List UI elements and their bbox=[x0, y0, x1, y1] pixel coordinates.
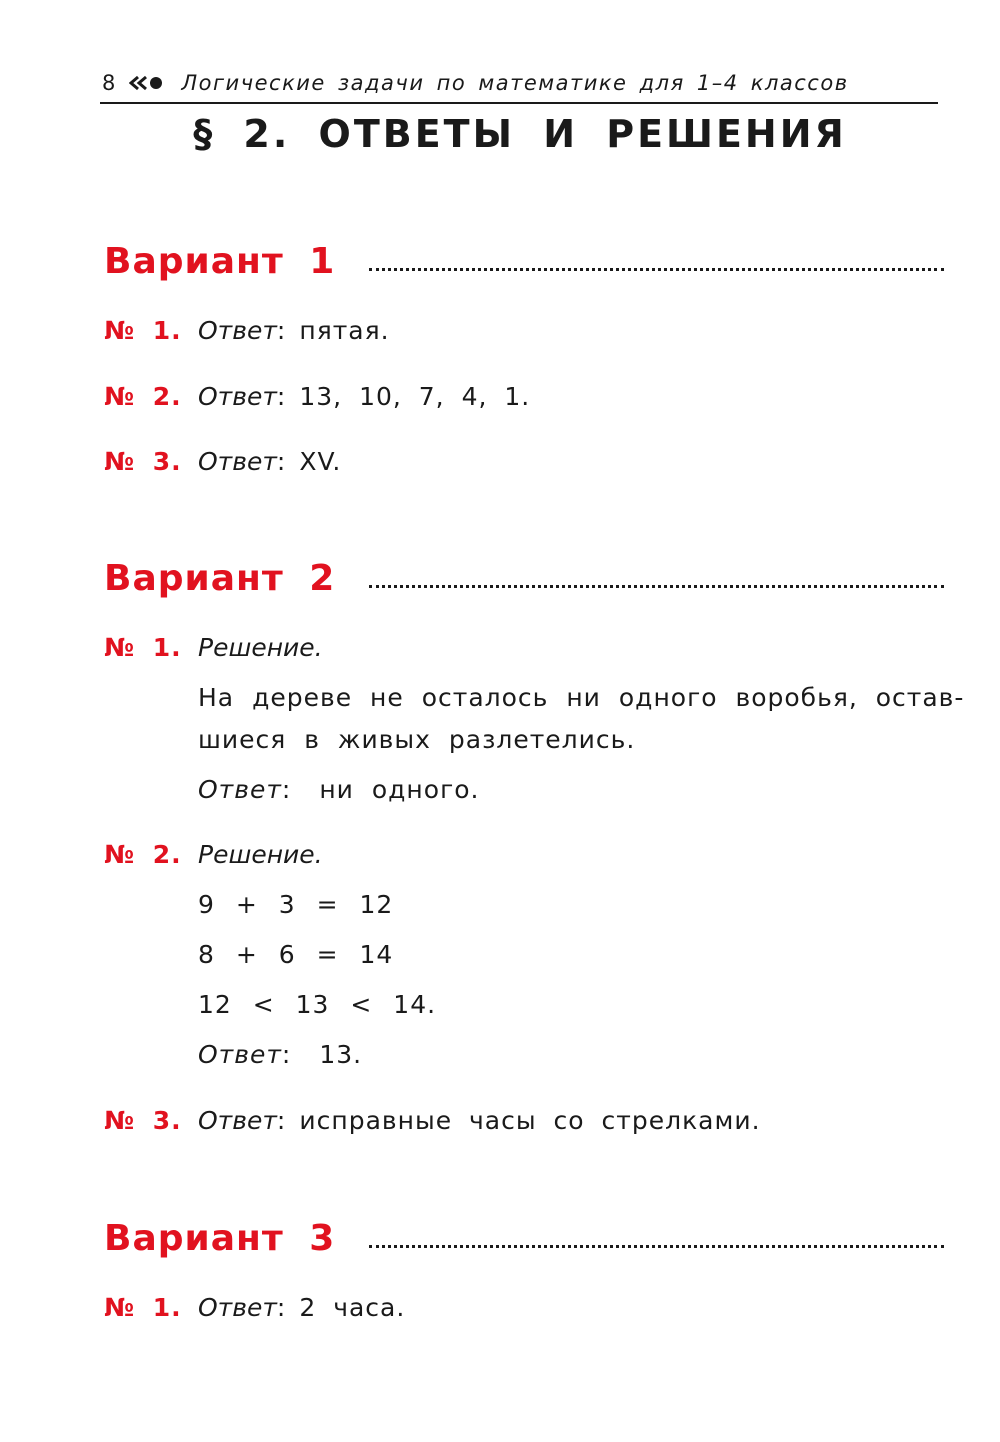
double-chevron-circle-icon bbox=[129, 75, 165, 91]
answer-label: Ответ bbox=[198, 1106, 277, 1135]
answer-text: 13. bbox=[319, 1040, 363, 1069]
item-number: № 3. bbox=[104, 447, 182, 476]
item-number: № 2. bbox=[104, 840, 182, 869]
dotted-leader bbox=[369, 1245, 944, 1248]
answer-item: № 1. Ответ : 2 часа. bbox=[104, 1293, 406, 1322]
answer-text: ни одного. bbox=[319, 775, 480, 804]
variant-heading-1 bbox=[104, 232, 944, 282]
solution-text-line: На дереве не осталось ни одного воробья, остав- bbox=[198, 683, 965, 712]
solution-label: Решение. bbox=[198, 633, 323, 662]
dotted-leader bbox=[369, 585, 944, 588]
answer-item: № 3. Ответ : исправные часы со стрелками. bbox=[104, 1106, 761, 1135]
running-header bbox=[100, 64, 938, 104]
answer-item: № 1. Ответ : пятая. bbox=[104, 316, 390, 345]
variant-label: Вариант 1 bbox=[104, 241, 336, 282]
answer-label: Ответ bbox=[198, 382, 277, 411]
equation: 8 + 6 = 14 bbox=[198, 940, 394, 969]
answer-label: Ответ bbox=[198, 775, 282, 804]
page-number: 8 bbox=[102, 71, 116, 95]
item-number: № 2. bbox=[104, 382, 182, 411]
variant-heading-3 bbox=[104, 1209, 944, 1259]
answer-label: Ответ bbox=[198, 1293, 277, 1322]
variant-label: Вариант 2 bbox=[104, 558, 336, 599]
answer-item: № 3. Ответ : XV. bbox=[104, 447, 342, 476]
equation: 12 < 13 < 14. bbox=[198, 990, 437, 1019]
dotted-leader bbox=[369, 268, 944, 271]
item-number: № 1. bbox=[104, 316, 182, 345]
answer-label: Ответ bbox=[198, 1040, 282, 1069]
solution-answer: Ответ: 13. bbox=[198, 1040, 363, 1069]
item-number: № 3. bbox=[104, 1106, 182, 1135]
variant-label: Вариант 3 bbox=[104, 1218, 336, 1259]
answer-text: 13, 10, 7, 4, 1. bbox=[299, 382, 531, 411]
answer-item: № 2. Ответ : 13, 10, 7, 4, 1. bbox=[104, 382, 531, 411]
solution-label: Решение. bbox=[198, 840, 323, 869]
answer-label: Ответ bbox=[198, 447, 277, 476]
solution-text-line: шиеся в живых разлетелись. bbox=[198, 725, 636, 754]
answer-text: исправные часы со стрелками. bbox=[299, 1106, 761, 1135]
solution-item bbox=[104, 840, 323, 869]
item-number: № 1. bbox=[104, 633, 182, 662]
solution-answer: Ответ: ни одного. bbox=[198, 775, 480, 804]
answer-text: 2 часа. bbox=[299, 1293, 406, 1322]
variant-heading-2 bbox=[104, 549, 944, 599]
answer-label: Ответ bbox=[198, 316, 277, 345]
section-title: § 2. ОТВЕТЫ И РЕШЕНИЯ bbox=[193, 112, 847, 156]
answer-text: пятая. bbox=[299, 316, 390, 345]
answer-text: XV. bbox=[299, 447, 342, 476]
item-number: № 1. bbox=[104, 1293, 182, 1322]
running-title: Логические задачи по математике для 1–4 классов bbox=[181, 71, 849, 95]
equation: 9 + 3 = 12 bbox=[198, 890, 394, 919]
solution-item bbox=[104, 633, 323, 662]
